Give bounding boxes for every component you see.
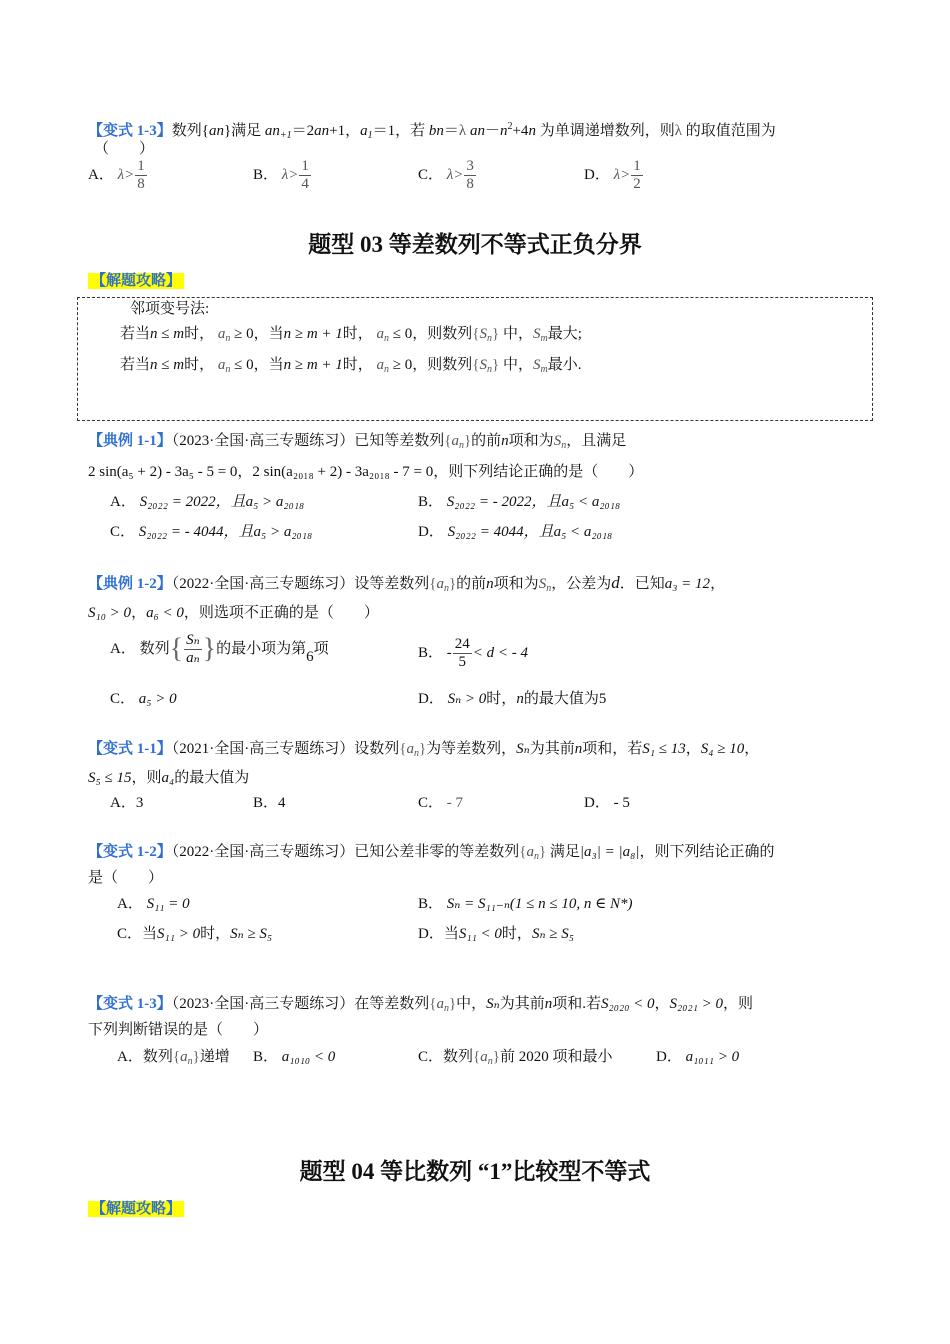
- problem-top-line1: 【变式 1-3】数列{an}满足 $an_{+1}=2an+1$，$a_1=1$，若 bn＝λ $an-n^2+4n$ 为单调递增数列，则λ 的取值范围为: [88, 121, 776, 141]
- example-1-2-line2: S₁₀ > 0，a₆ < 0，则选项不正确的是（ ）: [88, 605, 379, 621]
- variant-1-1-line1: 【变式 1-1】（2021·全国·高三专题练习）设数列$\{a_n\}$为等差数列，Sₙ为其前n项和，若S₁ ≤ 13，S₄ ≥ 10，: [88, 741, 760, 759]
- variant-1-2-option-d: D．当S₁₁ < 0时，Sₙ ≥ S₅: [418, 926, 574, 942]
- example-1-2-option-d: D． Sₙ > 0时，n的最大值为5: [418, 691, 607, 707]
- variant-1-3-option-a: A．数列$\{a_n\}$递增: [117, 1049, 230, 1067]
- variant-1-2-line1: 【变式 1-2】（2022·全国·高三专题练习）已知公差非零的等差数列$\{a_n\}$ 满足|a₃| = |a₈|，则下列结论正确的: [88, 844, 775, 862]
- box-line-1: 邻项变号法:: [130, 301, 210, 317]
- option-b: B． λ> $\frac{1}{4}$: [253, 158, 309, 192]
- variant-1-1-option-d: D． - 5: [584, 795, 630, 811]
- example-1-2-option-b: B． - $\frac{24}{5}$ < d < - 4: [418, 636, 529, 670]
- option-a: A． λ> $\frac{1}{8}$: [88, 158, 145, 192]
- box-line-2: 若当n ≤ m时， $a_n \ge 0$，当n ≥ m + 1时， $a_n \le 0$，则数列$\{S_n\}$ 中，$S_m$最大;: [120, 326, 582, 344]
- variant-1-1-option-c: C． - 7: [418, 795, 464, 811]
- variant-1-3-option-d: D． a₁₀₁₁ > 0: [656, 1049, 740, 1065]
- example-1-1-line2: 2 sin(a₅ + 2) - 3a₅ - 5 = 0，2 sin(a₂₀₁₈ + 2) - 3a₂₀₁₈ - 7 = 0，则下列结论正确的是（ ）: [88, 464, 644, 480]
- example-1-2-option-a: A． 数列{ $\frac{\text{Sₙ}}{\text{aₙ}}$ }的最小项为第6项: [110, 632, 329, 666]
- example-1-1-option-a: A． S₂₀₂₂ = 2022，且a₅ > a₂₀₁₈: [110, 494, 305, 510]
- variant-1-3-option-b: B． a₁₀₁₀ < 0: [253, 1049, 336, 1065]
- variant-1-3-line1: 【变式 1-3】（2023·全国·高三专题练习）在等差数列$\{a_n\}$中，Sₙ为其前n项和.若S₂₀₂₀ < 0，S₂₀₂₁ > 0，则: [88, 996, 754, 1014]
- example-1-2-option-c: C． a₅ > 0: [110, 691, 177, 707]
- example-1-1-option-d: D． S₂₀₂₂ = 4044，且a₅ < a₂₀₁₈: [418, 524, 613, 540]
- fraction: $\frac{1}{8}$: [137, 158, 145, 192]
- section-title-03: 题型 03 等差数列不等式正负分界: [308, 232, 642, 257]
- box-line-3: 若当n ≤ m时， $a_n \le 0$，当n ≥ m + 1时， $a_n \ge 0$，则数列$\{S_n\}$ 中，$S_m$最小.: [120, 357, 582, 375]
- option-d: D． λ> $\frac{1}{2}$: [584, 158, 641, 192]
- problem-tag: 【变式 1-3】: [88, 123, 172, 139]
- problem-top-paren: （ ）: [94, 141, 155, 157]
- example-1-1-line1: 【典例 1-1】（2023·全国·高三专题练习）已知等差数列$\{a_n\}$的前n项和为$S_n$，且满足: [88, 433, 627, 451]
- strategy-label-1: 【解题攻略】: [88, 269, 184, 290]
- example-1-1-option-c: C． S₂₀₂₂ = - 4044，且a₅ > a₂₀₁₈: [110, 524, 313, 540]
- strategy-label-2: 【解题攻略】: [88, 1197, 184, 1218]
- variant-1-1-line2: S₅ ≤ 15，则a₄的最大值为: [88, 770, 250, 786]
- example-1-1-option-b: B． S₂₀₂₂ = - 2022，且a₅ < a₂₀₁₈: [418, 494, 621, 510]
- variant-1-2-option-b: B． Sₙ = S₁₁₋ₙ(1 ≤ n ≤ 10, n ∈ N*): [418, 896, 633, 912]
- fraction: $\frac{3}{8}$: [466, 158, 474, 192]
- fraction: $\frac{1}{2}$: [633, 158, 641, 192]
- variant-1-2-option-c: C．当S₁₁ > 0时，Sₙ ≥ S₅: [117, 926, 273, 942]
- variant-1-2-line2: 是（ ）: [88, 870, 164, 886]
- variant-1-3-line2: 下列判断错误的是（ ）: [88, 1022, 269, 1038]
- variant-1-1-option-b: B．4: [253, 795, 286, 811]
- variant-1-1-option-a: A．3: [110, 795, 144, 811]
- example-1-2-line1: 【典例 1-2】（2022·全国·高三专题练习）设等差数列$\{a_n\}$的前n项和为$S_n$，公差为d．已知a₃ = 12，: [88, 573, 726, 594]
- variant-1-3-option-c: C．数列$\{a_n\}$前 2020 项和最小: [418, 1049, 613, 1067]
- fraction: $\frac{1}{4}$: [301, 158, 309, 192]
- option-c: C． λ> $\frac{3}{8}$: [418, 158, 474, 192]
- section-title-04: 题型 04 等比数列 “1”比较型不等式: [299, 1159, 651, 1184]
- variant-1-2-option-a: A． S₁₁ = 0: [117, 896, 190, 912]
